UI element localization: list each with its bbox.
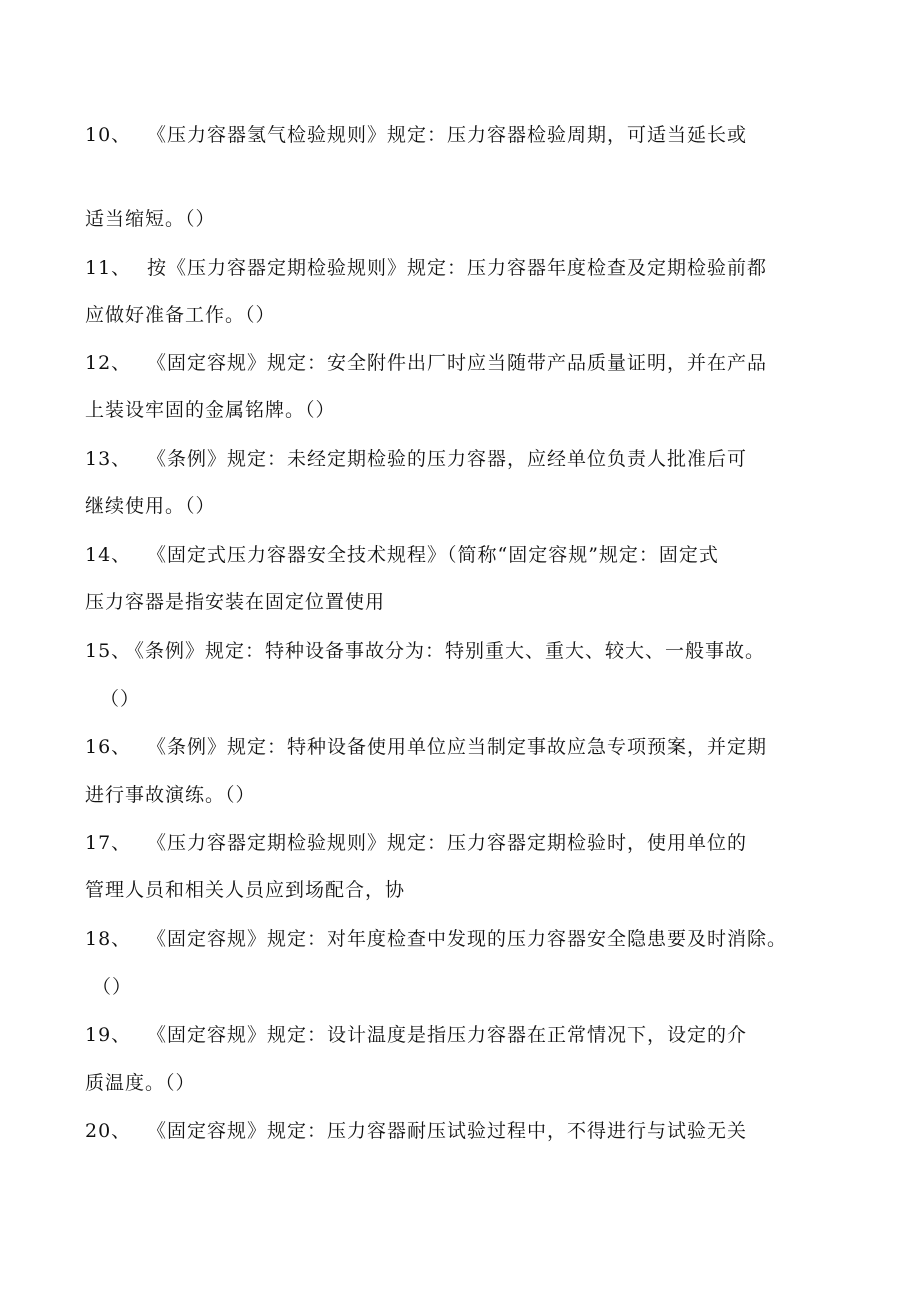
question-text: 《条例》规定：未经定期检验的压力容器，应经单位负责人批准后可 <box>147 448 748 470</box>
question-11-line-2 <box>85 302 276 328</box>
question-text-continued: 进行事故演练。（） <box>85 784 256 806</box>
question-text-continued: 上装设牢固的金属铭牌。（） <box>85 399 336 421</box>
question-18-line-2 <box>92 974 132 1000</box>
question-text: 《固定容规》规定：对年度检查中发现的压力容器安全隐患要及时消除。 <box>147 928 788 950</box>
question-text-continued: 管理人员和相关人员应到场配合，协 <box>85 879 406 901</box>
question-text: 《固定式压力容器安全技术规程》（简称“固定容规”规定：固定式 <box>147 544 719 566</box>
question-10-line-2 <box>85 206 216 232</box>
question-number: 19、 <box>85 1024 132 1046</box>
question-text-continued: 压力容器是指安装在固定位置使用 <box>85 591 386 613</box>
question-text: 按《压力容器定期检验规则》规定：压力容器年度检查及定期检验前都 <box>147 257 768 279</box>
question-text-continued: （） <box>92 976 133 998</box>
question-number: 17、 <box>85 832 132 854</box>
question-15-line-1 <box>85 638 765 664</box>
question-16-line-2 <box>85 782 256 808</box>
question-14-line-2 <box>85 589 385 615</box>
question-text-continued: （） <box>100 688 141 710</box>
question-text: 《固定容规》规定：安全附件出厂时应当随带产品质量证明，并在产品 <box>147 352 768 374</box>
question-13-line-1 <box>85 446 747 472</box>
question-11-line-1 <box>85 255 767 281</box>
question-number: 15、 <box>85 640 132 662</box>
question-12-line-2 <box>85 397 336 423</box>
question-15-line-2 <box>100 686 140 712</box>
question-17-line-1 <box>85 830 747 856</box>
question-number: 14、 <box>85 544 132 566</box>
question-text: 《压力容器定期检验规则》规定：压力容器定期检验时，使用单位的 <box>147 832 748 854</box>
question-text: 《固定容规》规定：压力容器耐压试验过程中，不得进行与试验无关 <box>147 1120 748 1142</box>
question-19-line-1 <box>85 1022 747 1048</box>
question-text-continued: 质温度。（） <box>85 1072 196 1094</box>
question-text-continued: 适当缩短。（） <box>85 208 216 230</box>
question-text: 《条例》规定：特种设备使用单位应当制定事故应急专项预案，并定期 <box>147 736 768 758</box>
question-text: 《条例》规定：特种设备事故分为：特别重大、重大、较大、一般事故。 <box>125 640 766 662</box>
question-text-continued: 应做好准备工作。（） <box>85 304 276 326</box>
question-number: 12、 <box>85 352 132 374</box>
question-number: 20、 <box>85 1120 132 1142</box>
question-number: 11、 <box>85 257 132 279</box>
question-14-line-1 <box>85 542 719 568</box>
question-text: 《压力容器氢气检验规则》规定：压力容器检验周期，可适当延长或 <box>147 124 748 146</box>
question-text: 《固定容规》规定：设计温度是指压力容器在正常情况下，设定的介 <box>147 1024 748 1046</box>
question-number: 10、 <box>85 124 132 146</box>
question-number: 18、 <box>85 928 132 950</box>
question-12-line-1 <box>85 350 767 376</box>
question-number: 16、 <box>85 736 132 758</box>
question-number: 13、 <box>85 448 132 470</box>
question-20-line-1 <box>85 1118 747 1144</box>
question-16-line-1 <box>85 734 767 760</box>
question-18-line-1 <box>85 926 787 952</box>
question-10-line-1 <box>85 122 747 148</box>
question-19-line-2 <box>85 1070 196 1096</box>
question-text-continued: 继续使用。（） <box>85 495 216 517</box>
question-17-line-2 <box>85 877 405 903</box>
question-13-line-2 <box>85 493 216 519</box>
